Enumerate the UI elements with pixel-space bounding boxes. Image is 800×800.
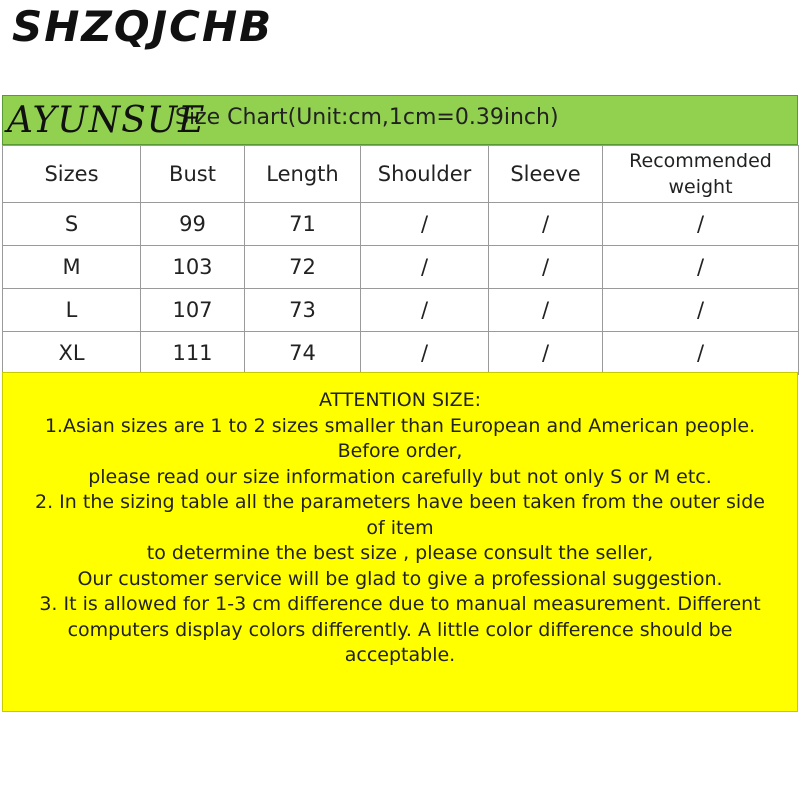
brand-watermark: AYUNSUE: [7, 100, 206, 141]
cell-weight: /: [603, 332, 799, 375]
cell-size: S: [3, 203, 141, 246]
cell-bust: 103: [141, 246, 245, 289]
notice-line: of item: [366, 516, 434, 539]
cell-sleeve: /: [489, 203, 603, 246]
cell-length: 72: [245, 246, 361, 289]
header-length: Length: [245, 146, 361, 203]
cell-weight: /: [603, 246, 799, 289]
header-sleeve: Sleeve: [489, 146, 603, 203]
size-table: [2, 145, 799, 375]
notice-line: acceptable.: [344, 644, 456, 666]
brand-logo-text: SHZQJCHB: [12, 2, 274, 51]
size-chart-title: Size Chart(Unit:cm,1cm=0.39inch): [175, 105, 559, 130]
cell-weight: /: [603, 289, 799, 332]
cell-length: 73: [245, 289, 361, 332]
notice-line: to determine the best size , please consult the seller,: [146, 542, 654, 564]
notice-line: 3. It is allowed for 1-3 cm difference due to manual measurement. Different: [39, 593, 761, 615]
cell-weight: /: [603, 203, 799, 246]
table-row: [3, 203, 799, 246]
size-chart: [2, 95, 798, 375]
cell-bust: 111: [141, 332, 245, 375]
cell-shoulder: /: [361, 203, 489, 246]
cell-size: M: [3, 246, 141, 289]
cell-length: 74: [245, 332, 361, 375]
cell-sleeve: /: [489, 332, 603, 375]
cell-shoulder: /: [361, 246, 489, 289]
cell-bust: 99: [141, 203, 245, 246]
header-recommended-weight: Recommended weight: [603, 146, 799, 203]
size-chart-title-bar: [2, 95, 798, 145]
notice-line: please read our size information carefully but not only S or M etc.: [88, 465, 712, 488]
cell-size: L: [3, 289, 141, 332]
notice-line: 1.Asian sizes are 1 to 2 sizes smaller than European and American people.: [44, 414, 756, 437]
notice-line: ATTENTION SIZE:: [318, 389, 482, 411]
table-header-row: [3, 146, 799, 203]
notice-line: computers display colors differently. A little color difference should be: [67, 618, 733, 641]
cell-size: XL: [3, 332, 141, 375]
cell-shoulder: /: [361, 332, 489, 375]
cell-bust: 107: [141, 289, 245, 332]
header-sizes: Sizes: [3, 146, 141, 203]
header-shoulder: Shoulder: [361, 146, 489, 203]
notice-line: Before order,: [337, 440, 463, 462]
cell-sleeve: /: [489, 246, 603, 289]
table-row: [3, 289, 799, 332]
attention-notice: [2, 372, 798, 712]
cell-sleeve: /: [489, 289, 603, 332]
table-row: [3, 246, 799, 289]
cell-length: 71: [245, 203, 361, 246]
table-row: [3, 332, 799, 375]
notice-line: 2. In the sizing table all the parameters have been taken from the outer side: [35, 491, 765, 513]
header-bust: Bust: [141, 146, 245, 203]
cell-shoulder: /: [361, 289, 489, 332]
notice-line: Our customer service will be glad to give a professional suggestion.: [77, 567, 723, 590]
